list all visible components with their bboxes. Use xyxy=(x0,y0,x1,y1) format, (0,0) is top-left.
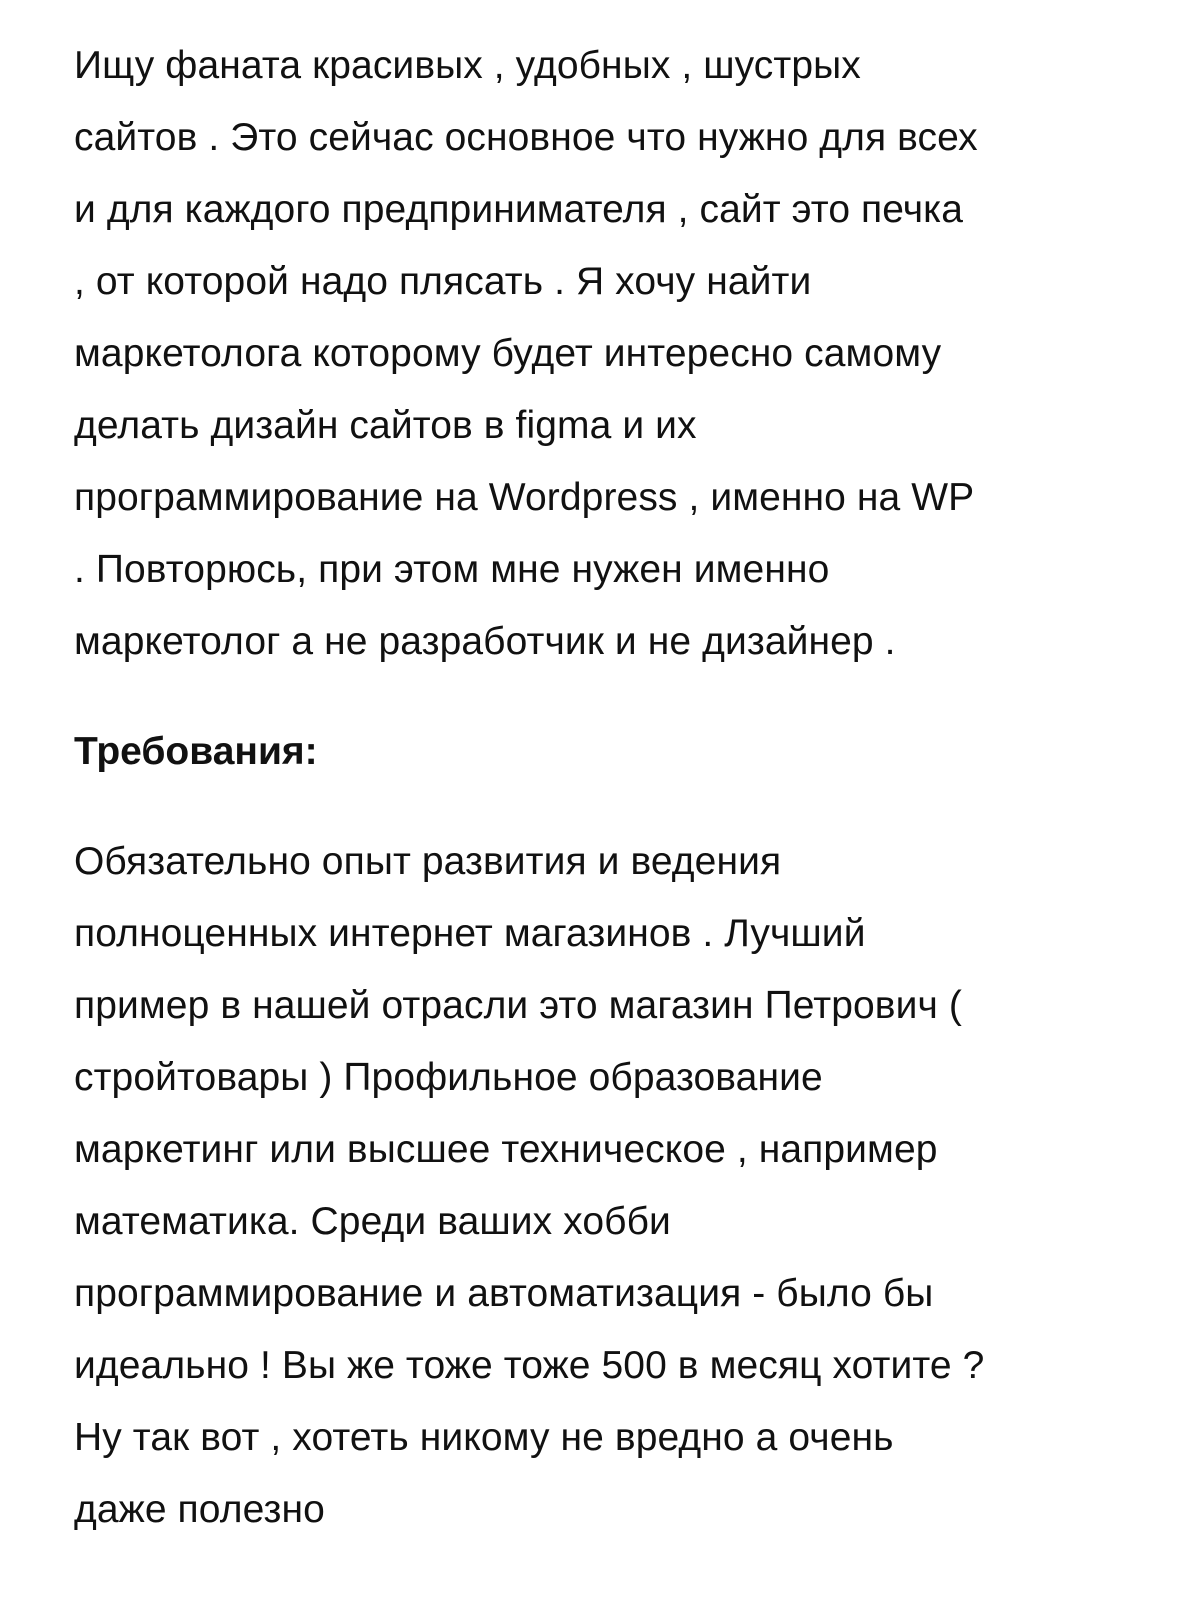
intro-line: программирование на Wordpress , именно на WP xyxy=(74,476,975,519)
requirements-line: маркетинг или высшее техническое , например xyxy=(74,1128,938,1171)
requirements-line: Обязательно опыт развития и ведения xyxy=(74,840,782,883)
intro-line: сайтов . Это сейчас основное что нужно для всех xyxy=(74,116,978,159)
intro-paragraph xyxy=(74,30,1144,678)
requirements-heading: Требования: xyxy=(74,730,318,773)
requirements-line: даже полезно xyxy=(74,1488,325,1531)
intro-line: , от которой надо плясать . Я хочу найти xyxy=(74,260,812,303)
intro-line: Ищу фаната красивых , удобных , шустрых xyxy=(74,44,861,87)
paragraph-spacer xyxy=(74,678,1144,716)
intro-line: . Повторюсь, при этом мне нужен именно xyxy=(74,548,830,591)
requirements-paragraph xyxy=(74,826,1144,1546)
requirements-line: полноценных интернет магазинов . Лучший xyxy=(74,912,866,955)
intro-line: делать дизайн сайтов в figma и их xyxy=(74,404,697,447)
requirements-line: пример в нашей отрасли это магазин Петрович ( xyxy=(74,984,962,1027)
intro-line: маркетолога которому будет интересно самому xyxy=(74,332,942,375)
requirements-line: идеально ! Вы же тоже тоже 500 в месяц хотите ? xyxy=(74,1344,985,1387)
requirements-line: математика. Среди ваших хобби xyxy=(74,1200,671,1243)
paragraph-spacer xyxy=(74,788,1144,826)
requirements-line: программирование и автоматизация - было бы xyxy=(74,1272,934,1315)
requirements-line: Ну так вот , хотеть никому не вредно а очень xyxy=(74,1416,894,1459)
requirements-line: стройтовары ) Профильное образование xyxy=(74,1056,823,1099)
intro-line: маркетолог а не разработчик и не дизайнер . xyxy=(74,620,896,663)
message-body xyxy=(74,30,1144,1546)
intro-line: и для каждого предпринимателя , сайт это печка xyxy=(74,188,963,231)
